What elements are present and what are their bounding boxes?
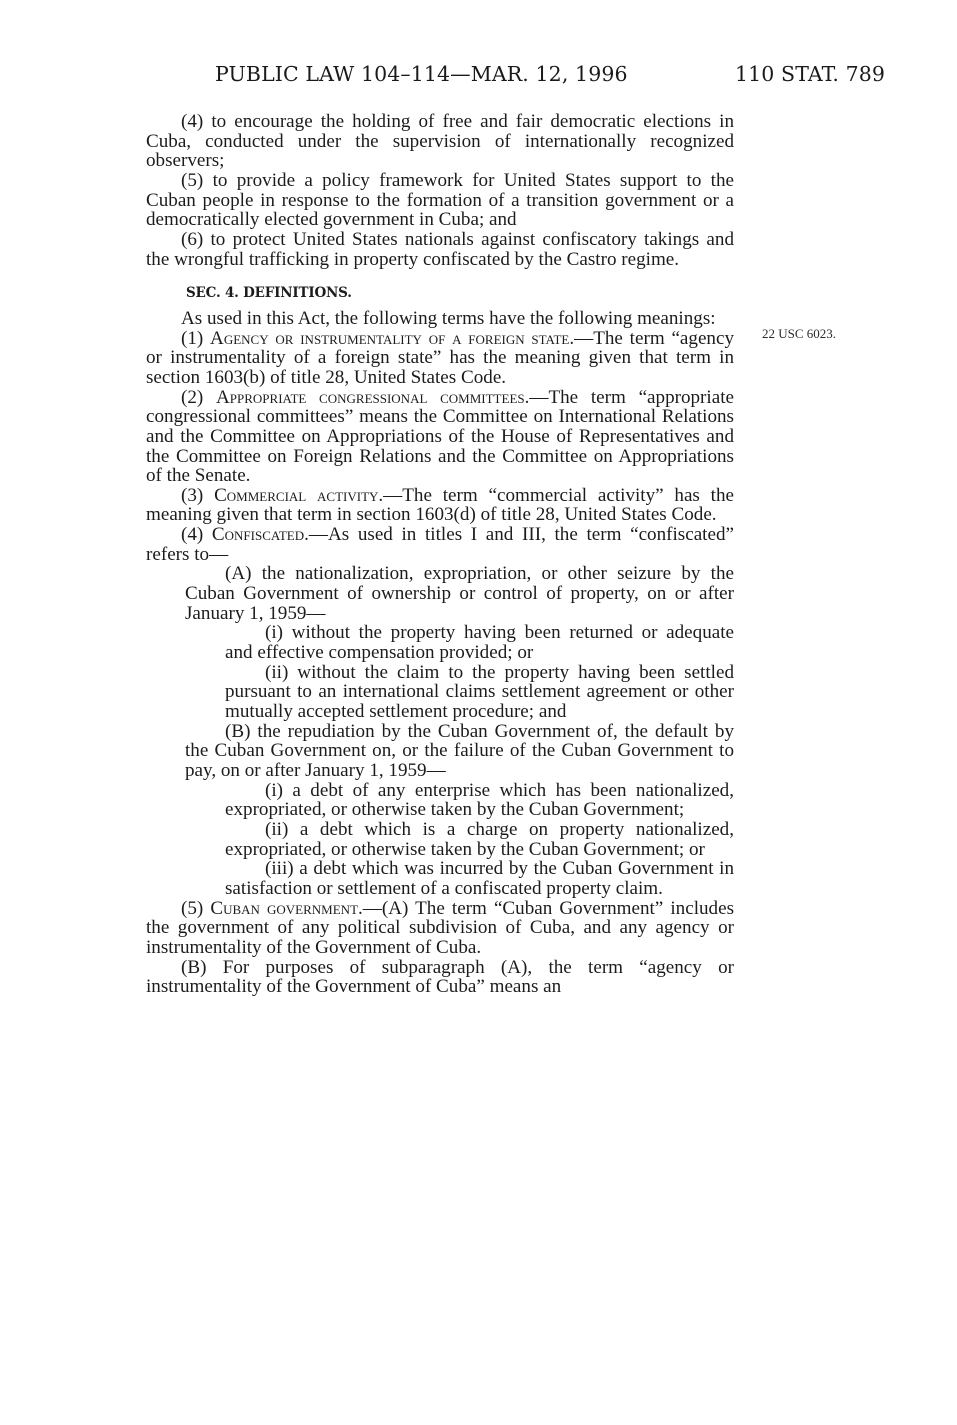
- purpose-5: (5) to provide a policy framework for United States support to the Cuban people in response to the formation of a transition government or a democratically elected government in Cuba; and: [146, 169, 734, 231]
- definition-4: [146, 525, 734, 564]
- definition-5: [146, 899, 734, 958]
- definition-4-subpara-b-clause-i: (i) a debt of any enterprise which has been nationalized, expropriated, or otherwise taken by the Cuban Government;: [225, 779, 734, 821]
- definition-1-num: (1): [181, 327, 204, 349]
- section-intro: As used in this Act, the following terms have the following meanings:: [181, 307, 716, 329]
- definition-4-text: .—As used in titles I and III, the term “confiscated” refers to—: [146, 524, 734, 565]
- document-body: [146, 112, 734, 997]
- definition-5-subpara-b: (B) For purposes of subparagraph (A), the term “agency or instrumentality of the Government of Cuba” means an: [146, 956, 734, 998]
- definition-4-subpara-a-clause-i: (i) without the property having been returned or adequate and effective compensation provided; or: [225, 622, 734, 664]
- definition-4-term: Confiscated: [211, 524, 305, 546]
- definition-1-text: .—The term “agency or instrumentality of a foreign state” has the meaning given that term in section 1603(b) of title 28, United States Code.: [146, 327, 734, 388]
- purpose-4: (4) to encourage the holding of free and fair democratic elections in Cuba, conducted under the supervision of internationally recognized observers;: [146, 111, 734, 172]
- definition-4-subpara-a-clause-ii: (ii) without the claim to the property having been settled pursuant to an international claims settlement agreement or other mutually accepted settlement procedure; and: [225, 661, 734, 723]
- definition-4-num: (4): [181, 524, 204, 546]
- running-head-stat-page: 110 STAT. 789: [735, 62, 886, 86]
- definition-2-term: Appropriate congressional committees: [215, 386, 525, 408]
- definition-4-subpara-b: (B) the repudiation by the Cuban Government of, the default by the Cuban Government on, or the failure of the Cuban Government to pay, on or after January 1, 1959—: [185, 720, 734, 781]
- purpose-6: (6) to protect United States nationals against confiscatory takings and the wrongful trafficking in property confiscated by the Castro regime.: [146, 228, 734, 270]
- definition-2-num: (2): [181, 386, 204, 408]
- definition-1-term: Agency or instrumentality of a foreign state: [210, 327, 570, 349]
- margin-note-usc: 22 USC 6023.: [762, 326, 837, 341]
- definition-3-text: .—The term “commercial activity” has the meaning given that term in section 1603(d) of title 28, United States Code.: [146, 484, 734, 526]
- definition-5-text: .—(A) The term “Cuban Government” includes the government of any political subdivision of Cuba, and any agency or instrumentality of the Government of Cuba.: [146, 897, 734, 958]
- definition-5-term: Cuban government: [210, 897, 359, 919]
- definition-3-term: Commercial activity: [214, 484, 379, 506]
- definition-1: [146, 329, 734, 388]
- definition-4-subpara-b-clause-ii: (ii) a debt which is a charge on property nationalized, expropriated, or otherwise taken by the Cuban Government; or: [225, 818, 734, 860]
- section-heading: SEC. 4. DEFINITIONS.: [186, 285, 352, 302]
- definition-5-num: (5): [181, 897, 204, 919]
- definition-4-subpara-b-clause-iii: (iii) a debt which was incurred by the Cuban Government in satisfaction or settlement of a confiscated property claim.: [225, 858, 734, 899]
- definition-2: [146, 388, 734, 486]
- definition-2-text: .—The term “appropriate congressional committees” means the Committee on International Relations and the Committee on Appropriations of the House of Representatives and the Committee on Foreign Relations and the Committee on Appropriations of the Senate.: [146, 386, 734, 487]
- definition-4-subpara-a: (A) the nationalization, expropriation, or other seizure by the Cuban Government of ownership or control of property, on or after January 1, 1959—: [185, 563, 734, 624]
- definition-3: [146, 486, 734, 525]
- definition-3-num: (3): [181, 484, 204, 506]
- running-head-title: PUBLIC LAW 104–114—MAR. 12, 1996: [215, 62, 628, 86]
